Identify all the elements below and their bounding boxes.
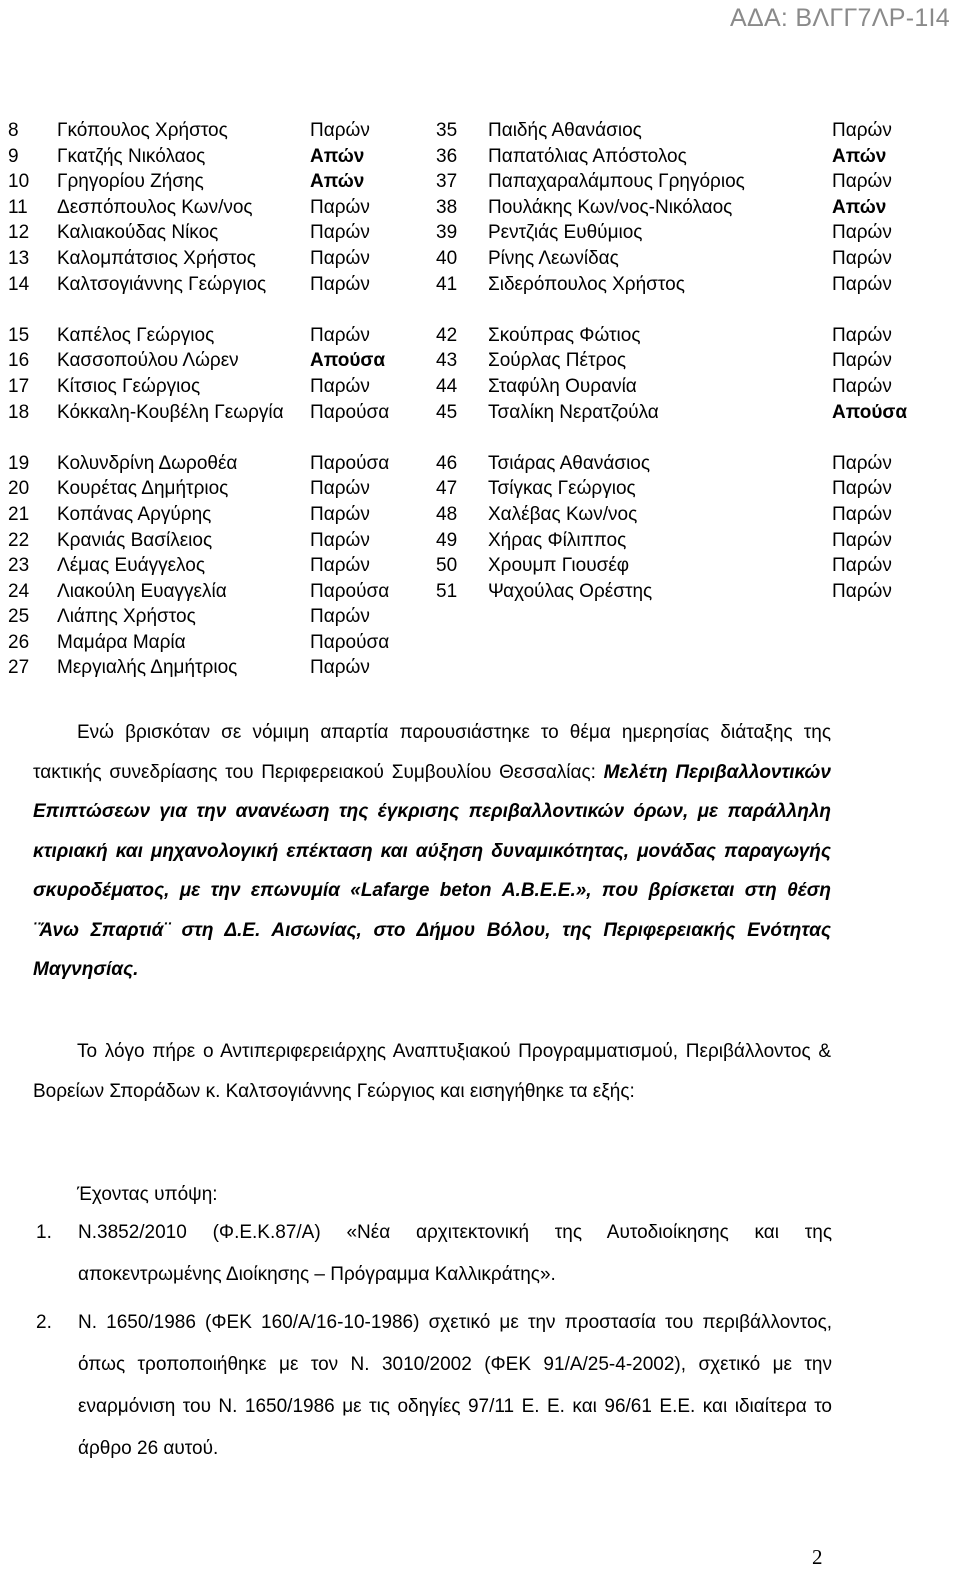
member-name: Πουλάκης Κων/νος-Νικόλαος [488, 196, 733, 218]
member-name: Ψαχούλας Ορέστης [488, 580, 653, 602]
attendance-status: Παρών [832, 580, 892, 602]
member-number: 26 [8, 631, 30, 653]
attendance-status: Παρών [310, 375, 370, 397]
member-name: Παπατόλιας Απόστολος [488, 145, 687, 167]
member-number: 46 [436, 452, 458, 474]
item-text: Ν.3852/2010 (Φ.Ε.Κ.87/Α) «Νέα αρχιτεκτονική της Αυτοδιοίκησης και της αποκεντρωμένης Διοίκησης – Πρόγραμμα Καλλικράτης». [78, 1222, 832, 1285]
roster-row [0, 655, 420, 681]
attendance-status: Παρών [310, 120, 370, 141]
member-name: Παιδής Αθανάσιος [488, 120, 642, 141]
member-name: Κίτσιος Γεώργιος [57, 375, 201, 397]
member-name: Τσιάρας Αθανάσιος [488, 452, 651, 474]
member-name: Σούρλας Πέτρος [488, 350, 627, 372]
attendance-status: Παρών [832, 375, 892, 397]
roster-row [436, 476, 960, 502]
member-number: 12 [8, 222, 30, 244]
roster-row [0, 374, 420, 400]
member-name: Χήρας Φίλιππος [488, 529, 627, 551]
roster-row [0, 169, 420, 195]
member-number: 25 [8, 606, 30, 628]
attendance-status: Παρών [310, 555, 370, 577]
attendance-status: Παρών [310, 657, 370, 679]
member-number: 50 [436, 555, 458, 577]
member-number: 40 [436, 247, 458, 269]
considering-heading: Έχοντας υπόψη: [77, 1184, 218, 1205]
member-name: Καλτσογιάννης Γεώργιος [57, 273, 267, 295]
member-name: Ρεντζιάς Ευθύμιος [488, 222, 643, 244]
member-number: 24 [8, 580, 30, 602]
attendance-status: Παρών [832, 120, 892, 141]
member-name: Καπέλος Γεώργιος [57, 324, 215, 346]
member-number: 18 [8, 401, 30, 423]
member-number: 41 [436, 273, 458, 295]
roster-row [0, 220, 420, 246]
member-number: 17 [8, 375, 30, 397]
roster-row [436, 502, 960, 528]
roster-row [436, 118, 960, 144]
attendance-status: Παρών [310, 196, 370, 218]
attendance-status: Παρών [832, 529, 892, 551]
member-number: 8 [8, 120, 19, 141]
agenda-paragraph [33, 713, 831, 990]
member-name: Δεσπόπουλος Κων/νος [57, 196, 253, 218]
attendance-status: Παρών [832, 350, 892, 372]
roster-row [436, 400, 960, 451]
roster-row [0, 246, 420, 272]
member-number: 47 [436, 478, 458, 500]
member-number: 23 [8, 555, 30, 577]
attendance-status: Απούσα [310, 350, 386, 372]
attendance-status: Παρών [310, 503, 370, 525]
roster-row [436, 323, 960, 349]
member-name: Λιακούλη Ευαγγελία [57, 580, 227, 602]
member-number: 51 [436, 580, 458, 602]
member-number: 13 [8, 247, 30, 269]
member-name: Κουρέτας Δημήτριος [57, 478, 229, 500]
roster-row [0, 451, 420, 477]
member-name: Κασσοπούλου Λώρεν [57, 350, 239, 372]
attendance-status: Παρών [832, 247, 892, 269]
attendance-status: Απών [832, 145, 887, 167]
roster-row [0, 323, 420, 349]
agenda-intro: Ενώ βρισκόταν σε νόμιμη απαρτία παρουσιάστηκε το θέμα ημερησίας διάταξης της τακτικής συνεδρίασης του Περιφερειακού Συμβουλίου Θεσσαλίας: [33, 722, 831, 783]
attendance-status: Παρών [832, 478, 892, 500]
attendance-status: Απούσα [832, 401, 908, 423]
agenda-topic: Μελέτη Περιβαλλοντικών Επιπτώσεων για την ανανέωση της έγκρισης περιβαλλοντικών όρων, με παράλληλη κτιριακή και μηχανολογική επέκταση και αύξηση δυναμικότητας, μονάδας παραγωγής σκυροδέματος, με την επωνυμία «Lafarge beton Α.Β.Ε.Ε.», που βρίσκεται στη θέση ¨Άνω Σπαρτιά¨ στη Δ.Ε. Αισωνίας, στο Δήμου Βόλου, της Περιφερειακής Ενότητας Μαγνησίας. [33, 761, 831, 980]
member-number: 37 [436, 171, 458, 193]
roster-row [436, 348, 960, 374]
item-number: 1. [36, 1222, 52, 1243]
ada-code: ΑΔΑ: ΒΛΓΓ7ΛΡ-1Ι4 [729, 4, 950, 32]
member-name: Τσίγκας Γεώργιος [488, 478, 636, 500]
member-name: Λιάπης Χρήστος [57, 606, 196, 628]
roster-row [0, 502, 420, 528]
member-name: Σιδερόπουλος Χρήστος [488, 273, 685, 295]
member-name: Καλομπάτσιος Χρήστος [57, 247, 256, 269]
legal-item-1 [36, 1212, 832, 1296]
roster-row [0, 579, 420, 605]
member-number: 49 [436, 529, 458, 551]
member-number: 45 [436, 401, 458, 423]
item-number: 2. [36, 1312, 52, 1333]
legal-item-2 [36, 1302, 832, 1470]
attendance-status: Παρούσα [310, 452, 390, 474]
member-number: 16 [8, 350, 30, 372]
attendance-status: Παρών [310, 222, 370, 244]
attendance-status: Απών [310, 171, 365, 193]
member-name: Ρίνης Λεωνίδας [488, 247, 619, 269]
roster-row [436, 528, 960, 554]
item-text: Ν. 1650/1986 (ΦΕΚ 160/Α/16-10-1986) σχετικό με την προστασία του περιβάλλοντος, όπως τροποποιήθηκε με τον Ν. 3010/2002 (ΦΕΚ 91/Α/25-4-2002), σχετικό με την εναρμόνιση του Ν. 1650/1986 με τις οδηγίες 97/11 Ε. Ε. και 96/61 Ε.Ε. και ιδιαίτερα το άρθρο 26 αυτού. [78, 1312, 832, 1459]
member-number: 35 [436, 120, 458, 141]
member-number: 27 [8, 657, 30, 679]
roster-row [436, 220, 960, 246]
member-number: 9 [8, 145, 19, 167]
attendance-status: Παρών [832, 324, 892, 346]
speaker-paragraph: Το λόγο πήρε ο Αντιπεριφερειάρχης Αναπτυξιακού Προγραμματισμού, Περιβάλλοντος & Βορείων Σποράδων κ. Καλτσογιάννης Γεώργιος και εισηγήθηκε τα εξής: [33, 1041, 831, 1102]
attendance-status: Απών [310, 145, 365, 167]
attendance-status: Παρών [310, 273, 370, 295]
member-number: 10 [8, 171, 30, 193]
member-name: Μαμάρα Μαρία [57, 631, 186, 653]
member-number: 39 [436, 222, 458, 244]
member-name: Σκούπρας Φώτιος [488, 324, 641, 346]
member-number: 48 [436, 503, 458, 525]
attendance-status: Παρών [310, 324, 370, 346]
attendance-status: Παρών [832, 222, 892, 244]
roster-left-column [0, 118, 420, 681]
member-name: Κόκκαλη-Κουβέλη Γεωργία [57, 401, 284, 423]
member-name: Χαλέβας Κων/νος [488, 503, 638, 525]
member-name: Κρανιάς Βασίλειος [57, 529, 213, 551]
member-name: Σταφύλη Ουρανία [488, 375, 637, 397]
member-name: Κοπάνας Αργύρης [57, 503, 212, 525]
roster-row [0, 630, 420, 656]
member-number: 15 [8, 324, 30, 346]
member-number: 44 [436, 375, 458, 397]
roster-row [436, 579, 960, 605]
member-number: 43 [436, 350, 458, 372]
page-number: 2 [812, 1545, 823, 1569]
roster-row [436, 374, 960, 400]
roster-row [436, 144, 960, 170]
member-name: Παπαχαραλάμπους Γρηγόριος [488, 171, 745, 193]
roster-right-column [436, 118, 960, 604]
member-name: Γκόπουλος Χρήστος [57, 120, 228, 141]
member-name: Καλιακούδας Νίκος [57, 222, 219, 244]
member-number: 20 [8, 478, 30, 500]
roster-row [0, 604, 420, 630]
member-number: 19 [8, 452, 30, 474]
member-name: Γκατζής Νικόλαος [57, 145, 206, 167]
attendance-status: Παρούσα [310, 580, 390, 602]
roster-row [436, 246, 960, 272]
roster-row [436, 169, 960, 195]
member-number: 21 [8, 503, 30, 525]
attendance-status: Παρών [310, 478, 370, 500]
member-number: 14 [8, 273, 30, 295]
attendance-status: Παρών [310, 529, 370, 551]
attendance-status: Παρών [310, 247, 370, 269]
member-number: 36 [436, 145, 458, 167]
roster-row [436, 195, 960, 221]
roster-row [436, 451, 960, 477]
roster-row [0, 272, 420, 323]
roster-row [0, 553, 420, 579]
attendance-status: Παρών [832, 503, 892, 525]
member-number: 22 [8, 529, 30, 551]
attendance-status: Παρών [832, 273, 892, 295]
roster-row [436, 553, 960, 579]
attendance-status: Παρών [832, 171, 892, 193]
member-name: Χρουμπ Γιουσέφ [488, 555, 630, 577]
member-name: Μεργιαλής Δημήτριος [57, 657, 238, 679]
roster-row [0, 348, 420, 374]
roster-row [0, 400, 420, 451]
member-number: 11 [8, 196, 28, 218]
roster-row [0, 144, 420, 170]
roster-row [0, 118, 420, 144]
member-name: Λέμας Ευάγγελος [57, 555, 205, 577]
attendance-status: Παρών [832, 452, 892, 474]
member-name: Κολυνδρίνη Δωροθέα [57, 452, 238, 474]
attendance-status: Απών [832, 196, 887, 218]
roster-row [0, 528, 420, 554]
attendance-status: Παρούσα [310, 631, 390, 653]
attendance-status: Παρών [310, 606, 370, 628]
roster-row [0, 476, 420, 502]
member-number: 38 [436, 196, 458, 218]
member-number: 42 [436, 324, 458, 346]
attendance-status: Παρούσα [310, 401, 390, 423]
roster-row [436, 272, 960, 323]
roster-row [0, 195, 420, 221]
member-name: Τσαλίκη Νερατζούλα [488, 401, 659, 423]
member-name: Γρηγορίου Ζήσης [57, 171, 204, 193]
attendance-status: Παρών [832, 555, 892, 577]
